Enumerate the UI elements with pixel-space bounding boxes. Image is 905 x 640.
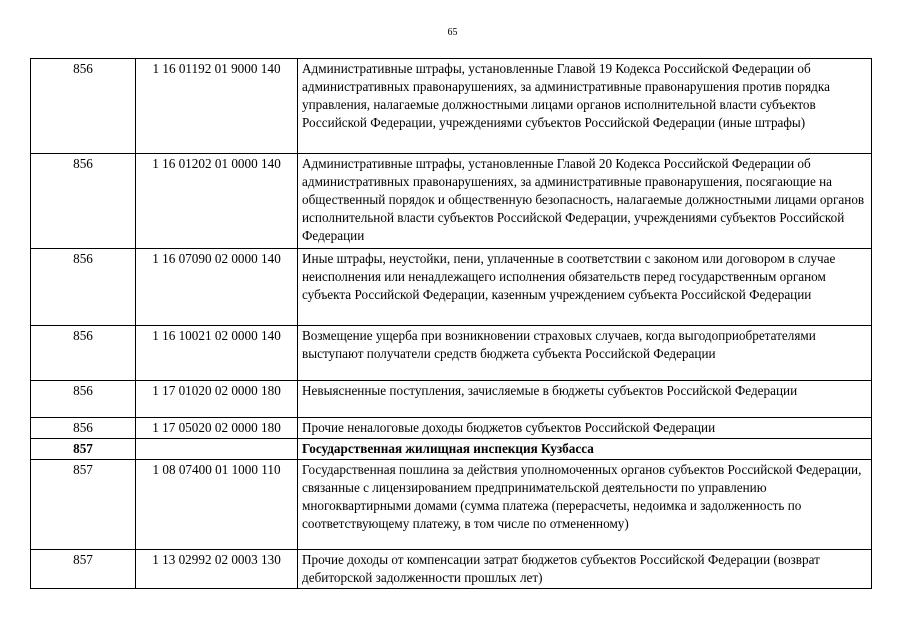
table-row (31, 418, 872, 439)
revenue-code-cell: 1 17 01020 02 0000 180 (136, 381, 298, 418)
administrator-code-cell: 856 (31, 326, 136, 381)
revenue-code-cell: 1 16 10021 02 0000 140 (136, 326, 298, 381)
revenue-name-cell: Иные штрафы, неустойки, пени, уплаченные в соответствии с законом или договором в случае неисполнения или ненадлежащего исполнения обязательств перед государственным органом субъекта Российской Федерации, казенным учреждением субъекта Российской Федерации (298, 249, 872, 326)
table-row (31, 59, 872, 154)
table-row (31, 550, 872, 589)
revenue-name-cell: Прочие доходы от компенсации затрат бюджетов субъектов Российской Федерации (возврат дебиторской задолженности прошлых лет) (298, 550, 872, 589)
revenue-name-cell: Невыясненные поступления, зачисляемые в бюджеты субъектов Российской Федерации (298, 381, 872, 418)
administrator-code-cell: 856 (31, 154, 136, 249)
administrator-code-cell: 857 (31, 439, 136, 460)
revenue-code-cell: 1 16 01192 01 9000 140 (136, 59, 298, 154)
administrator-code-cell: 856 (31, 59, 136, 154)
table-row (31, 381, 872, 418)
revenue-code-cell: 1 16 07090 02 0000 140 (136, 249, 298, 326)
administrator-code-cell: 857 (31, 460, 136, 550)
administrator-name-cell: Государственная жилищная инспекция Кузбасса (298, 439, 872, 460)
table-row (31, 249, 872, 326)
revenue-code-cell: 1 13 02992 02 0003 130 (136, 550, 298, 589)
administrator-code-cell: 856 (31, 418, 136, 439)
revenue-name-cell: Государственная пошлина за действия уполномоченных органов субъектов Российской Федерации, связанные с лицензированием предпринимательской деятельности по управлению многоквартирными домами (сумма платежа (перерасчеты, недоимка и задолженность по соответствующему платежу, в том числе по отмененному) (298, 460, 872, 550)
administrator-code-cell: 857 (31, 550, 136, 589)
revenue-name-cell: Административные штрафы, установленные Главой 20 Кодекса Российской Федерации об административных правонарушениях, за административные правонарушения, посягающие на общественный порядок и общественную безопасность, налагаемые должностными лицами органов исполнительной власти субъектов Российской Федерации, учреждениями субъектов Российской Федерации (298, 154, 872, 249)
section-header-row (31, 439, 872, 460)
revenue-code-cell (136, 439, 298, 460)
table-row (31, 326, 872, 381)
page-number: 65 (447, 27, 458, 38)
revenue-code-cell: 1 17 05020 02 0000 180 (136, 418, 298, 439)
table-row (31, 460, 872, 550)
budget-revenue-table (30, 58, 872, 589)
revenue-code-cell: 1 16 01202 01 0000 140 (136, 154, 298, 249)
administrator-code-cell: 856 (31, 381, 136, 418)
revenue-code-cell: 1 08 07400 01 1000 110 (136, 460, 298, 550)
revenue-name-cell: Возмещение ущерба при возникновении страховых случаев, когда выгодоприобретателями выступают получатели средств бюджета субъекта Российской Федерации (298, 326, 872, 381)
administrator-code-cell: 856 (31, 249, 136, 326)
table-row (31, 154, 872, 249)
revenue-name-cell: Административные штрафы, установленные Главой 19 Кодекса Российской Федерации об административных правонарушениях, за административные правонарушения против порядка управления, налагаемые должностными лицами органов исполнительной власти субъектов Российской Федерации, учреждениями субъектов Российской Федерации (иные штрафы) (298, 59, 872, 154)
revenue-name-cell: Прочие неналоговые доходы бюджетов субъектов Российской Федерации (298, 418, 872, 439)
